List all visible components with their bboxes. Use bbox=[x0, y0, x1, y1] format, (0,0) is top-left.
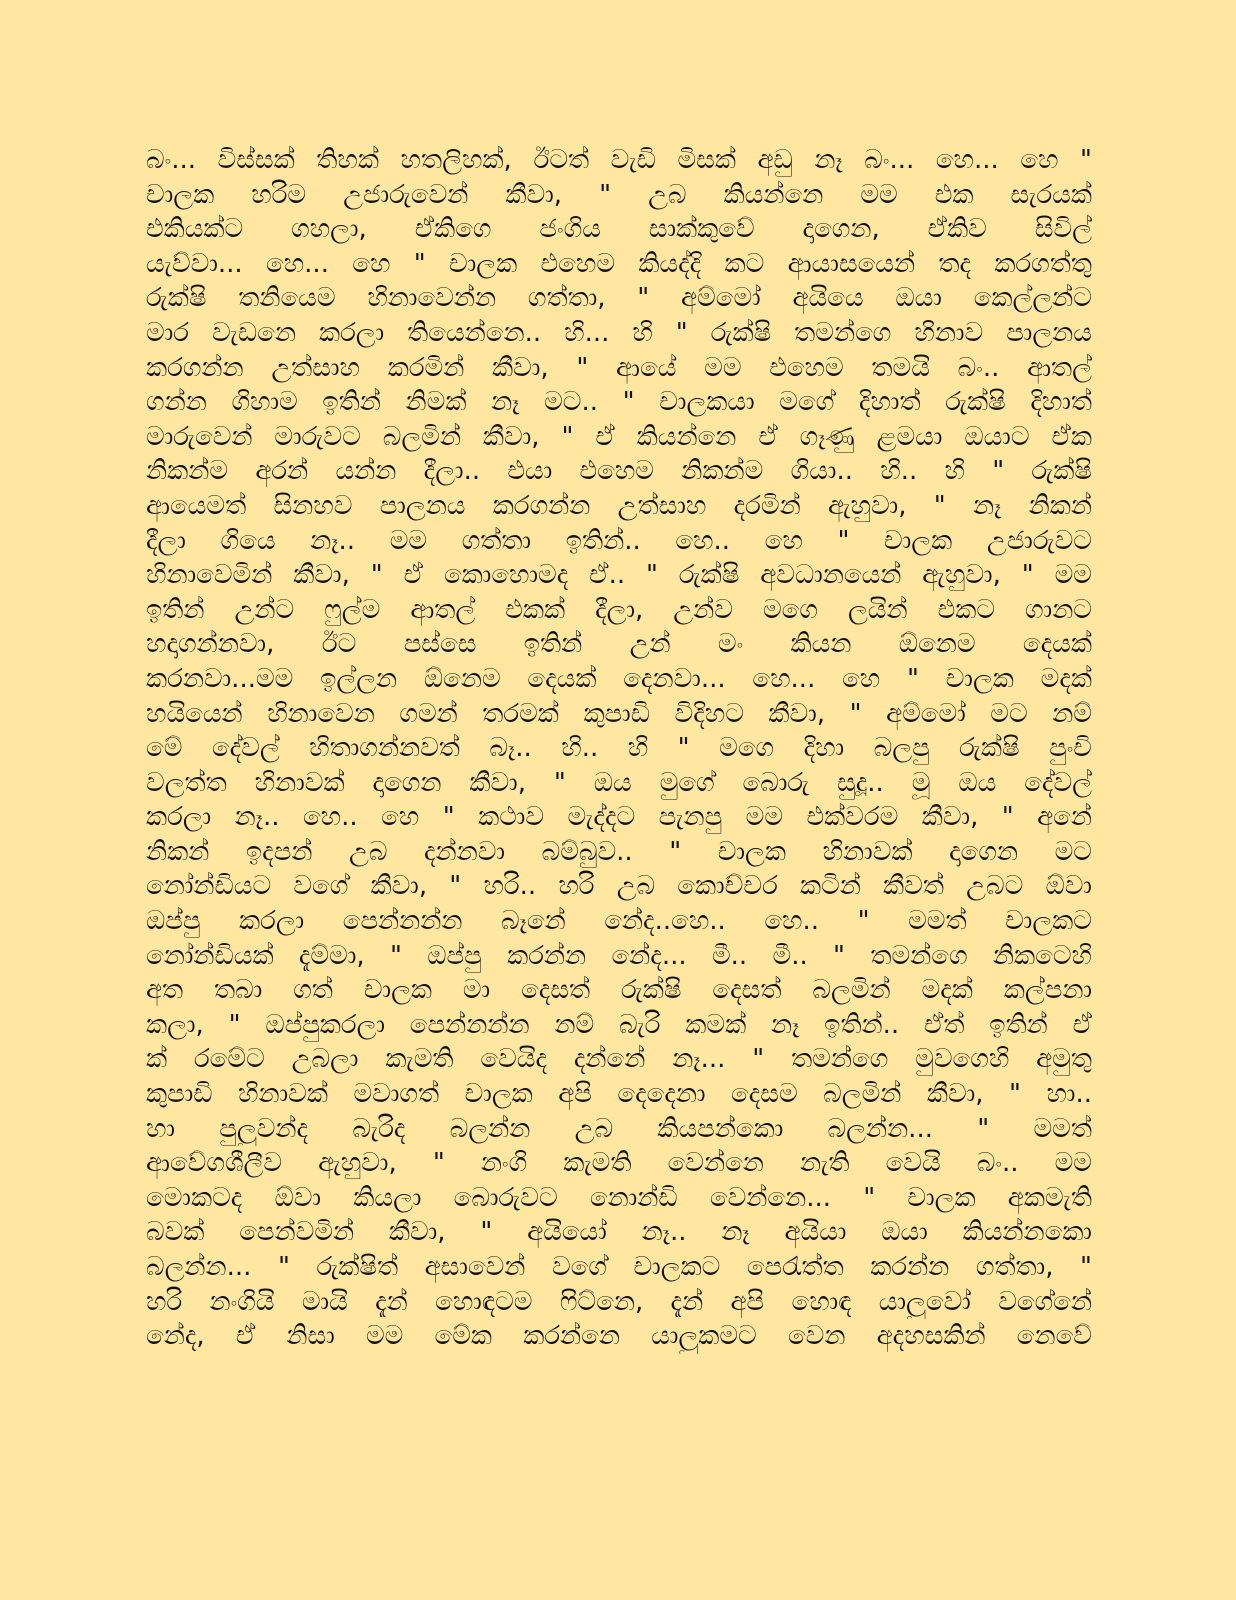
text-line: නෝන්ඩියට වගේ කීවා, " හරි.. හරි උබ කොච්චර කටින් කීවත් උබට ඕවා bbox=[146, 871, 1092, 902]
text-line: නෝන්ඩියක් දැම්මා, " ඔප්පු කරන්න නේද... මී.. මී.. " තමන්ගෙ නිකටෙහි bbox=[146, 940, 1092, 971]
text-line: හා පුලුවන්ද බැරිද බලන්න උබ කියපන්කො බලන්න... " මමත් bbox=[146, 1113, 1092, 1144]
text-line: බවක් පෙන්වමින් කීවා, " අයියෝ නෑ.. නෑ අයියා ඔයා කියන්නකො bbox=[146, 1217, 1092, 1248]
text-line: හරි නංගියි මායි දැන් හොඳටම ෆිට්නෙ, දැන් අපි හොඳ යාලුවෝ වගේනේ bbox=[146, 1286, 1092, 1317]
text-line: රුක්ෂි තනියෙම හිනාවෙන්න ගත්තා, " අම්මෝ අයියෙ ඔයා කෙල්ලන්ට bbox=[146, 283, 1092, 314]
text-line: ගන්න ගිහාම ඉතින් නිමක් නෑ මට.. " චාලකයා මගේ දිහාත් රුක්ෂි දිහාත් bbox=[146, 387, 1092, 418]
text-line: දීලා ගියෙ නෑ.. මම ගත්තා ඉතින්.. හෙ.. හෙ " චාලක උජාරුවට bbox=[146, 525, 1092, 556]
text-line: යැව්වා... හෙ... හෙ " චාලක එහෙම කියද්දි කට ආයාසයෙන් තද කරගත්තු bbox=[146, 248, 1092, 279]
text-line: මේ දේවල් හිතාගන්නවත් බෑ.. හි.. හි " මගෙ දිහා බලපු රුක්ෂි පුංචි bbox=[146, 733, 1092, 764]
text-line: නේද, ඒ නිසා මම මේක කරන්නෙ යාලුකමට වෙන අදහසකින් නෙවේ bbox=[146, 1321, 1092, 1352]
text-line: අත තබා ගත් චාලක මා දෙසත් රුක්ෂි දෙසත් බලමින් මදක් කල්පනා bbox=[146, 975, 1092, 1006]
story-text-block bbox=[146, 143, 1092, 1453]
text-line: මොකටද ඕවා කියලා බොරුවට නොන්ඩි වෙන්නෙ... " චාලක අකමැති bbox=[146, 1182, 1092, 1213]
text-line: ආවේගශීලීව ඇහුවා, " නංගි කැමති වෙන්නෙ නැති වෙයි බං.. මම bbox=[146, 1148, 1092, 1179]
text-line: නිකන්ම අරන් යන්න දීලා.. එයා එහෙම නිකන්ම ගියා.. හි.. හි " රුක්ෂි bbox=[146, 456, 1092, 487]
text-line: හයියෙන් හිනාවෙන ගමන් තරමක් කුපාඩි විදිහට කීවා, " අම්මෝ මට නම් bbox=[146, 698, 1092, 729]
text-line: ඔප්පු කරලා පෙන්නන්න බෑනේ නේද..හෙ.. හෙ.. " මමත් චාලකට bbox=[146, 906, 1092, 937]
text-line: හිනාවෙමින් කීවා, " ඒ කොහොමද ඒ.. " රුක්ෂි අවධානයෙන් ඇහුවා, " මම bbox=[146, 560, 1092, 591]
text-line: කලා, " ඔප්පුකරලා පෙන්නන්න නම් බැරි කමක් නෑ ඉතින්.. ඒත් ඉතින් ඒ bbox=[146, 1009, 1092, 1040]
text-line: කරගන්න උත්සාහ කරමින් කීවා, " ආයේ මම එහෙම තමයි බං.. ආතල් bbox=[146, 352, 1092, 383]
text-line: චාලක හරිම උජාරුවෙන් කීවා, " උබ කියන්නෙ මම එක සැරයක් bbox=[146, 179, 1092, 210]
text-line: වලත්ත හිනාවක් දාගෙන කීවා, " ඔය මුගේ බොරු සුදූ.. මූ ඔය දේවල් bbox=[146, 767, 1092, 798]
text-line: මාර වැඩනෙ කරලා තියෙන්නෙ.. හි... හි " රුක්ෂි තමන්ගෙ හිනාව පාලනය bbox=[146, 317, 1092, 348]
text-line: කුපාඩි හිනාවක් මවාගත් චාලක අපි දෙදෙනා දෙසම බලමින් කීවා, " හා.. bbox=[146, 1079, 1092, 1110]
text-line: බලන්න... " රුක්ෂිත් අසාවෙන් වගේ චාලකට පෙරැත්ත කරන්න ගත්තා, " bbox=[146, 1252, 1092, 1282]
text-line: හදාගන්නවා, ඊට පස්සෙ ඉතින් උන් මං කියන ඕනෙම දෙයක් bbox=[146, 629, 1092, 660]
text-line: බං... විස්සක් තිහක් හතලිහක්, ඊටත් වැඩි මිසක් අඩු නෑ බං... හෙ... හෙ " bbox=[146, 145, 1092, 175]
text-line: කරලා නෑ.. හෙ.. හෙ " කථාව මැද්දට පැනපු මම එක්වරම කීවා, " අනේ bbox=[146, 802, 1092, 833]
text-line: ක් රමේට උබලා කැමති වෙයිද දන්නේ නෑ... " තමන්ගෙ මුවගෙහි අමුතු bbox=[146, 1044, 1092, 1075]
text-line: මාරුවෙන් මාරුවට බලමින් කීවා, " ඒ කියන්නෙ ඒ ගෑණු ළමයා ඔයාට ඒක bbox=[146, 421, 1092, 452]
text-line: නිකන් ඉදපන් උබ දන්නවා බම්බුව.. " චාලක හිනාවක් දාගෙන මට bbox=[146, 836, 1092, 867]
text-line: එකියක්ට ගහලා, ඒකිගෙ ජංගිය සාක්කුවේ දාගෙන, ඒකිව සිවිල් bbox=[146, 214, 1092, 245]
text-line: කරනවා...මම ඉල්ලන ඕනෙම දෙයක් දෙනවා... හෙ... හෙ " චාලක මදක් bbox=[146, 663, 1092, 694]
text-line: ආයෙමත් සිනහව පාලනය කරගන්න උත්සාහ දරමින් ඇහුවා, " නෑ නිකන් bbox=[146, 490, 1092, 521]
text-line: ඉතින් උන්ට ෆුල්ම ආතල් එකක් දීලා, උන්ව මගෙ ලයින් එකට ගානට bbox=[146, 594, 1092, 625]
